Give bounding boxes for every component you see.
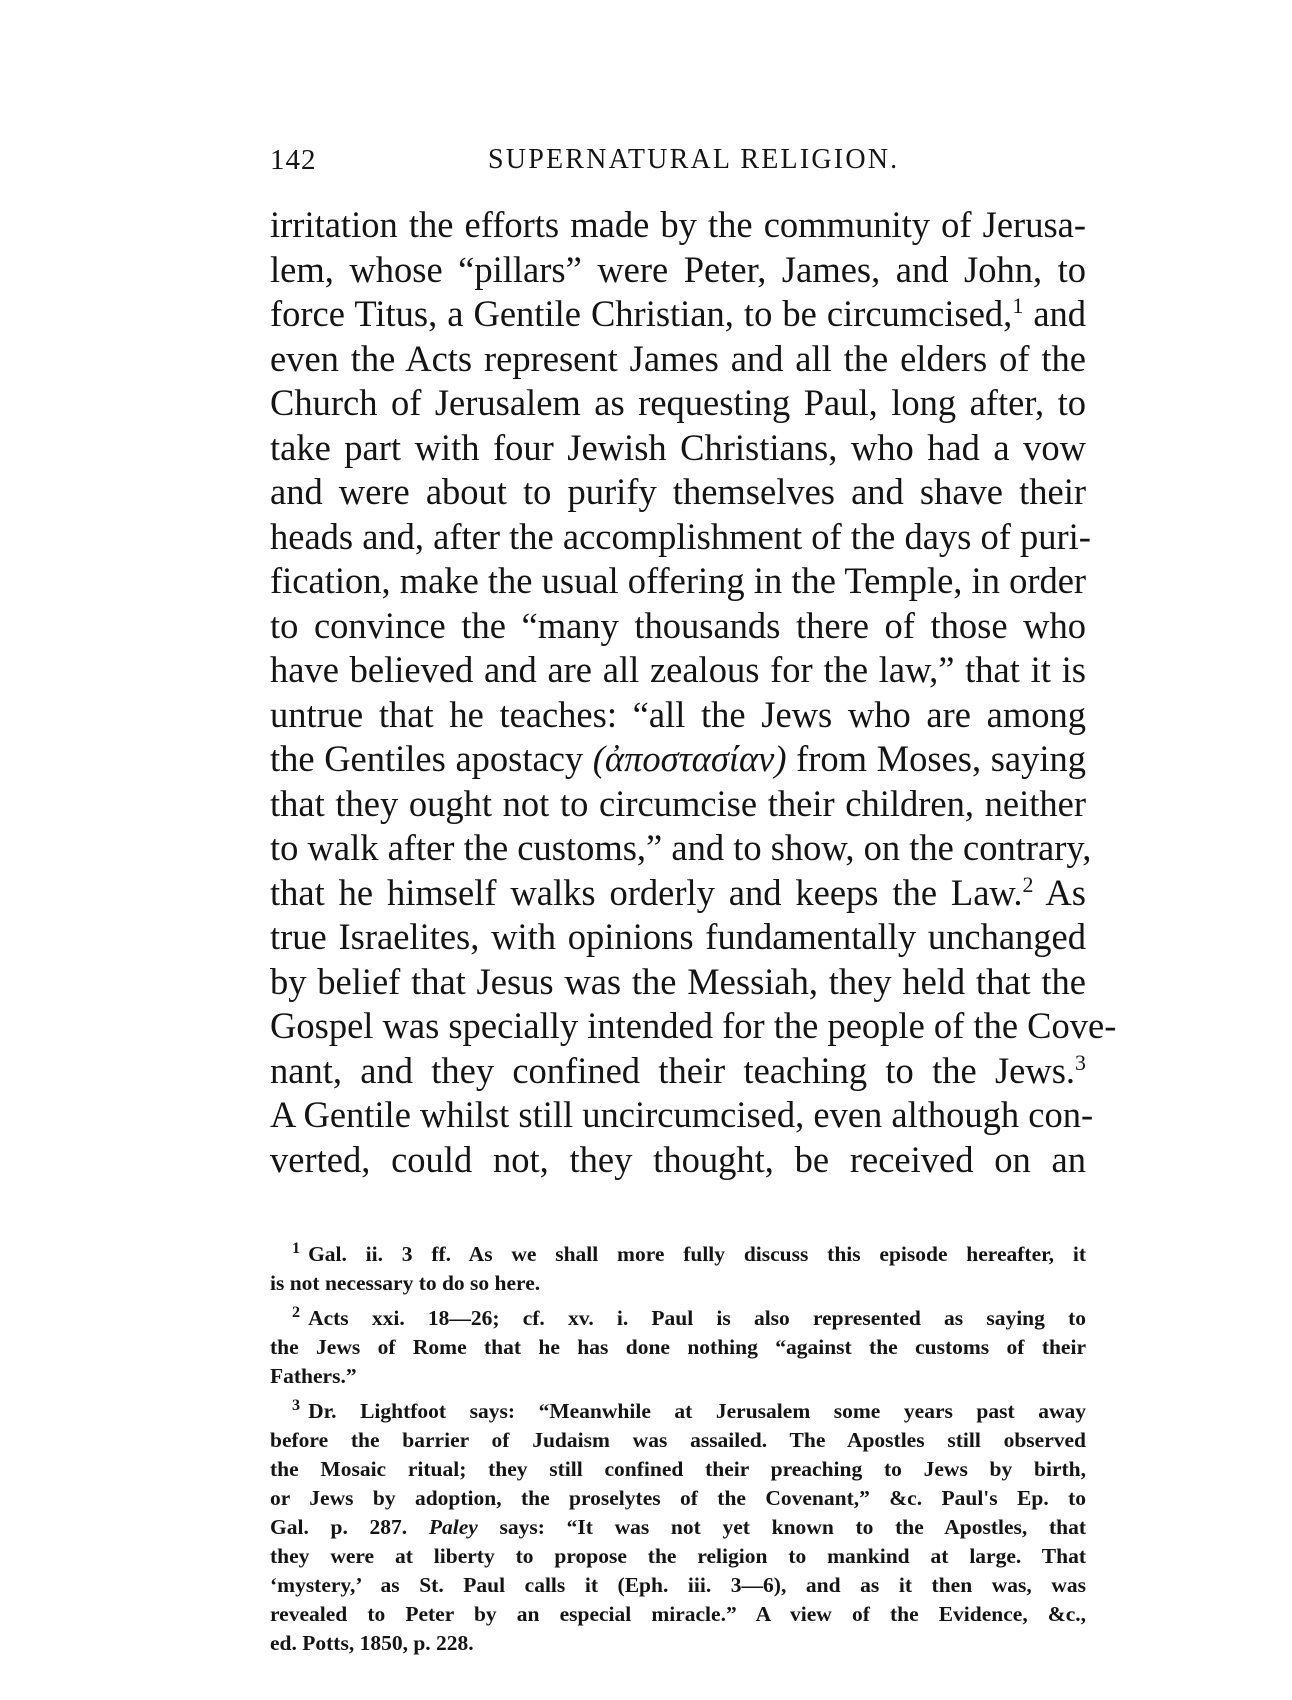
text-line: that he himself walks orderly and keeps the Law.$^2$ As: [270, 871, 1086, 913]
footnote-line: $^2$ Acts xxi. 18—26; cf. xv. i. Paul is also represented as saying to: [292, 1303, 1086, 1330]
text-line: have believed and are all zealous for the law,” that it is: [270, 649, 1086, 690]
footnote-1: [270, 1240, 1086, 1298]
text-line: lem, whose “pillars” were Peter, James, and John, to: [270, 248, 1086, 290]
text-line: fication, make the usual offering in the Temple, in order: [270, 560, 1087, 601]
text-line: by belief that Jesus was the Messiah, they held that the: [270, 960, 1086, 1002]
footnote-line: $^3$ Dr. Lightfoot says: “Meanwhile at Jerusalem some years past away: [292, 1396, 1086, 1423]
text-line: the Gentiles apostacy (ἀποστασίαν) from Moses, saying: [270, 738, 1086, 779]
text-line: Church of Jerusalem as requesting Paul, long after, to: [270, 382, 1086, 423]
footnote-ref-1: 1: [1012, 292, 1024, 318]
footnote-mark: 2: [292, 1303, 301, 1321]
author-name: Paley: [428, 1515, 478, 1539]
text-line: that they ought not to circumcise their children, neither: [270, 782, 1086, 824]
footnote-ref-3: 3: [1075, 1049, 1086, 1075]
text-line: irritation the efforts made by the community of Jerusa-: [270, 204, 1086, 245]
footnote-line: the Mosaic ritual; they still confined their preaching to Jews by birth,: [270, 1457, 1086, 1481]
page-number: 142: [270, 144, 317, 176]
text-line: and were about to purify themselves and shave their: [270, 471, 1086, 512]
greek-word: (ἀποστασίαν): [592, 738, 787, 779]
text-line: take part with four Jewish Christians, who had a vow: [270, 426, 1086, 468]
main-text: [270, 203, 1117, 1182]
text-line: to walk after the customs,” and to show, on the contrary,: [270, 827, 1092, 868]
text-line: true Israelites, with opinions fundamentally unchanged: [270, 916, 1086, 957]
text-line: heads and, after the accomplishment of the days of puri-: [270, 515, 1091, 557]
footnote-line: Fathers.”: [270, 1364, 357, 1388]
text-line: even the Acts represent James and all the elders of the: [270, 337, 1086, 379]
footnote-line: revealed to Peter by an especial miracle.” A view of the Evidence, &c.,: [270, 1602, 1086, 1626]
text-line: verted, could not, they thought, be received on an: [270, 1138, 1086, 1180]
footnote-ref-2: 2: [1022, 871, 1034, 897]
text-line: untrue that he teaches: “all the Jews who are among: [270, 693, 1086, 735]
footnote-line: $^1$ Gal. ii. 3 ff. As we shall more fully discuss this episode hereafter, it: [292, 1239, 1086, 1266]
footnote-line: ‘mystery,’ as St. Paul calls it (Eph. iii. 3—6), and as it then was, was: [270, 1573, 1086, 1597]
footnote-3: [270, 1397, 1086, 1658]
footnote-line: the Jews of Rome that he has done nothing “against the customs of their: [270, 1335, 1086, 1359]
footnote-mark: 3: [292, 1396, 301, 1414]
footnote-line: before the barrier of Judaism was assailed. The Apostles still observed: [270, 1428, 1086, 1452]
text-line: force Titus, a Gentile Christian, to be circumcised,$^1$ and: [270, 292, 1087, 334]
footnote-line: they were at liberty to propose the religion to mankind at large. That: [270, 1544, 1086, 1568]
text-line: A Gentile whilst still uncircumcised, even although con-: [270, 1094, 1094, 1135]
footnote-mark: 1: [292, 1239, 301, 1257]
footnote-line: or Jews by adoption, the proselytes of the Covenant,” &c. Paul's Ep. to: [270, 1486, 1086, 1510]
footnote-line: ed. Potts, 1850, p. 228.: [270, 1631, 474, 1655]
page-header: [270, 138, 1086, 178]
footnote-2: [270, 1304, 1086, 1391]
text-line: nant, and they confined their teaching to the Jews.$^3$: [270, 1049, 1086, 1091]
text-line: to convince the “many thousands there of those who: [270, 604, 1086, 646]
text-line: Gospel was specially intended for the people of the Cove-: [270, 1005, 1117, 1046]
footnote-line: is not necessary to do so here.: [270, 1271, 541, 1295]
footnotes: [270, 1240, 1086, 1658]
running-head: SUPERNATURAL RELIGION.: [488, 144, 900, 175]
footnote-line: Gal. p. 287. Paley says: “It was not yet known to the Apostles, that: [270, 1515, 1087, 1539]
